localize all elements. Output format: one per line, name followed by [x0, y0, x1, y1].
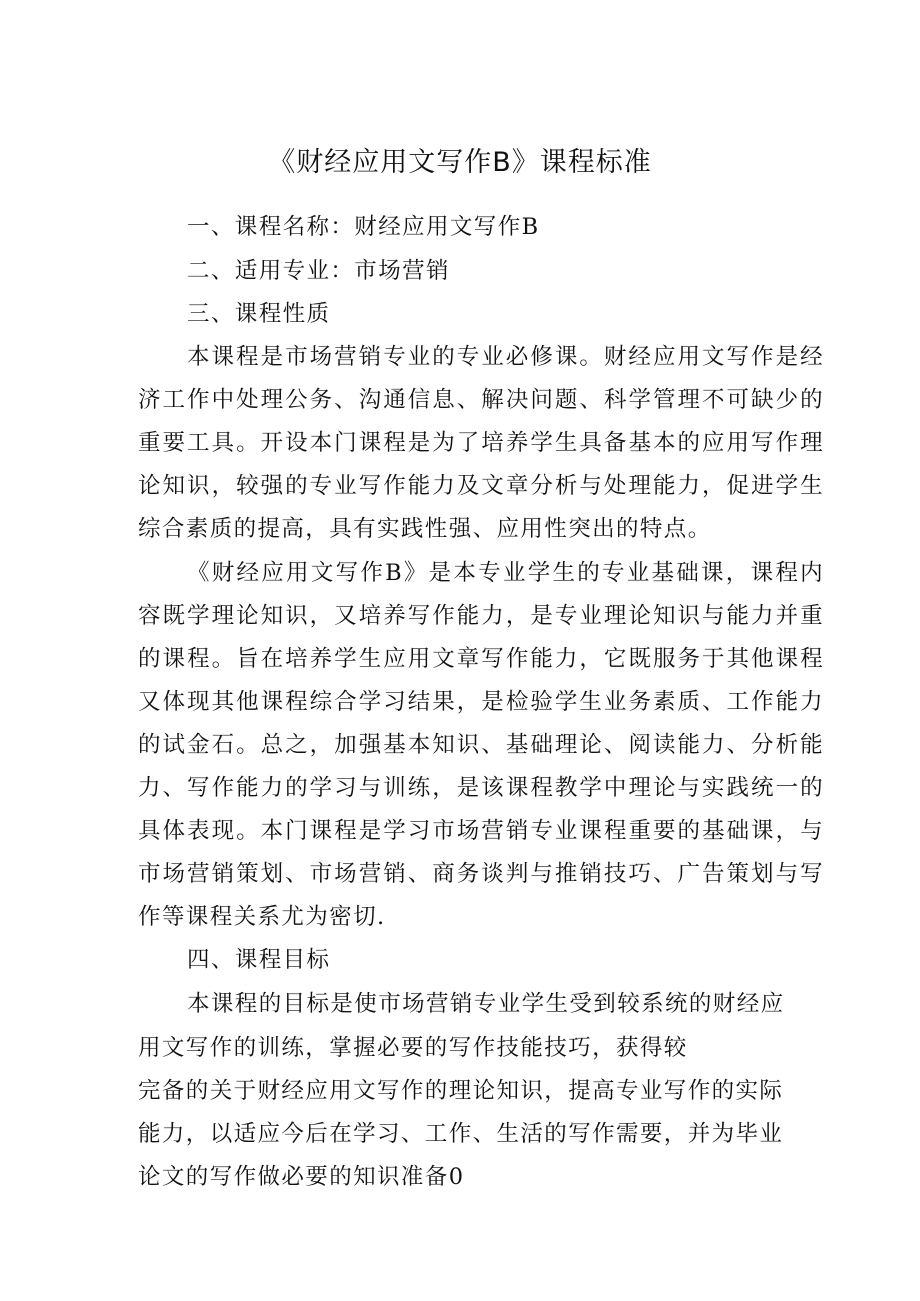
paragraph-line: 本课程的目标是使市场营销专业学生受到较系统的财经应	[187, 991, 785, 1017]
paragraph-line: 具体表现。本门课程是学习市场营销专业课程重要的基础课，与	[138, 818, 824, 844]
paragraph-line: 力、写作能力的学习与训练，是该课程教学中理论与实践统一的	[138, 775, 824, 801]
paragraph-line: 论文的写作做必要的知识准备0	[138, 1164, 465, 1190]
paragraph-line: 的试金石。总之，加强基本知识、基础理论、阅读能力、分析能	[138, 732, 824, 758]
paragraph-line: 用文写作的训练，掌握必要的写作技能技巧，获得较	[138, 1035, 688, 1061]
paragraph-line: 又体现其他课程综合学习结果，是检验学生业务素质、工作能力	[138, 689, 824, 715]
section-heading-course-name: 一、课程名称：财经应用文写作B	[187, 214, 540, 240]
section-heading-course-nature: 三、课程性质	[187, 301, 331, 327]
paragraph-line: 完备的关于财经应用文写作的理论知识，提高专业写作的实际	[138, 1078, 784, 1104]
paragraph-line: 能力，以适应今后在学习、工作、生活的写作需要，并为毕业	[138, 1121, 784, 1147]
paragraph-line: 作等课程关系尤为密切.	[138, 904, 386, 930]
paragraph-line: 济工作中处理公务、沟通信息、解决问题、科学管理不可缺少的	[138, 387, 824, 413]
section-heading-course-objectives: 四、课程目标	[187, 947, 331, 973]
paragraph-line: 本课程是市场营销专业的专业必修课。财经应用文写作是经	[187, 344, 824, 370]
paragraph-line: 《财经应用文写作B》是本专业学生的专业基础课，课程内	[187, 560, 824, 586]
paragraph-line: 重要工具。开设本门课程是为了培养学生具备基本的应用写作理	[138, 430, 824, 456]
document-title: 《财经应用文写作B》课程标准	[268, 147, 652, 178]
paragraph-line: 的课程。旨在培养学生应用文章写作能力，它既服务于其他课程	[138, 646, 824, 672]
paragraph-line: 论知识，较强的专业写作能力及文章分析与处理能力，促进学生	[138, 473, 824, 499]
paragraph-line: 综合素质的提高，具有实践性强、应用性突出的特点。	[138, 516, 712, 542]
paragraph-line: 市场营销策划、市场营销、商务谈判与推销技巧、广告策划与写	[138, 861, 824, 887]
paragraph-line: 容既学理论知识，又培养写作能力，是专业理论知识与能力并重	[138, 603, 824, 629]
section-heading-applicable-major: 二、适用专业：市场营销	[187, 258, 450, 284]
